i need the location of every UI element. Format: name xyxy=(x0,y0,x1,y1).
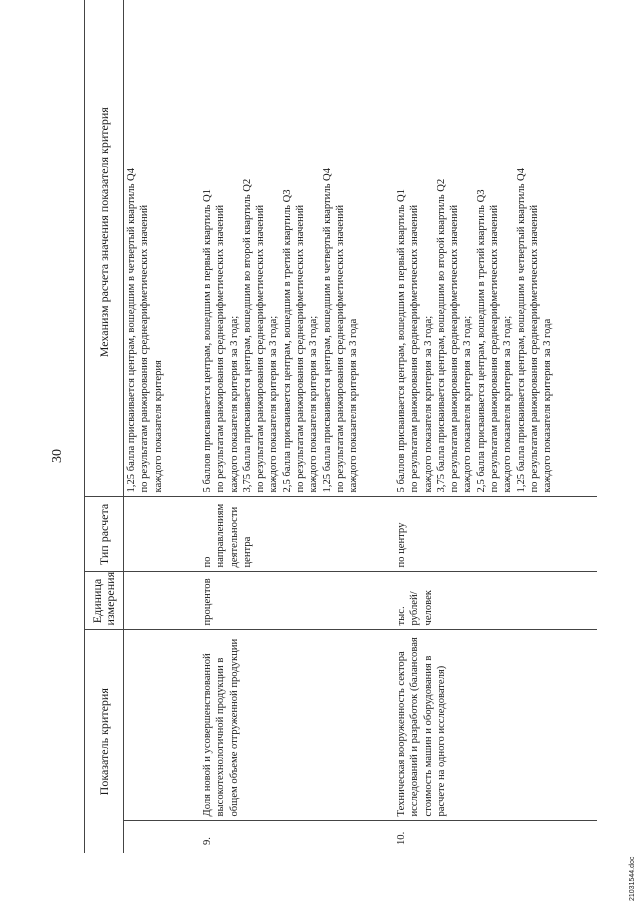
criteria-table xyxy=(84,0,597,853)
cell-calc-type: по центру xyxy=(393,497,597,572)
mechanism-line: каждого показателя критерия за 3 года xyxy=(348,318,360,493)
cell-mechanism xyxy=(393,0,597,497)
cell-num: 10. xyxy=(393,821,597,853)
mechanism-line: 2,5 балла присваивается центрам, вошедшим в третий квартиль Q3 xyxy=(475,189,487,493)
table-row-10 xyxy=(393,0,597,853)
cell-criterion: Доля новой и усовершенствованной высокотехнологичной продукции в общем объеме отгруженной продукции xyxy=(199,630,393,821)
header-criterion: Показатель критерия xyxy=(85,630,124,853)
mechanism-line: по результатам ранжирования среднеарифметических значений xyxy=(449,204,461,493)
mechanism-line: по результатам ранжирования среднеарифметических значений xyxy=(139,204,151,493)
mechanism-line: по результатам ранжирования среднеарифметических значений xyxy=(255,204,267,493)
mechanism-line: каждого показателя критерия за 3 года; xyxy=(462,315,474,493)
mechanism-line: по результатам ранжирования среднеарифметических значений xyxy=(295,204,307,493)
mechanism-line: каждого показателя критерия за 3 года; xyxy=(502,315,514,493)
cell-criterion xyxy=(124,630,200,821)
table-row-continuation xyxy=(124,0,200,853)
table-header-row xyxy=(85,0,124,853)
mechanism-line: каждого показателя критерия за 3 года; xyxy=(308,315,320,493)
header-mechanism: Механизм расчета значения показателя критерия xyxy=(85,0,124,497)
mechanism-line: 3,75 балла присваивается центрам, вошедшим во второй квартиль Q2 xyxy=(435,178,447,493)
cell-unit: тыс. рублей/ человек xyxy=(393,572,597,630)
mechanism-line: 5 баллов присваивается центрам, вошедшим в первый квартиль Q1 xyxy=(396,189,407,493)
mechanism-line: 1,25 балла присваивается центрам, вошедшим в четвертый квартиль Q4 xyxy=(126,167,137,493)
mechanism-line: каждого показателя критерия за 3 года; xyxy=(228,315,240,493)
mechanism-line: 1,25 балла присваивается центрам, вошедшим в четвертый квартиль Q4 xyxy=(515,167,527,493)
cell-mechanism xyxy=(124,0,200,497)
mechanism-line: по результатам ранжирования среднеарифметических значений xyxy=(215,204,227,493)
cell-unit xyxy=(124,572,200,630)
mechanism-line: каждого показателя критерия за 3 года xyxy=(542,318,554,493)
header-calc-type: Тип расчета xyxy=(85,497,124,572)
document-code: 21031544.doc xyxy=(629,856,636,901)
table-row-9 xyxy=(199,0,393,853)
header-unit: Единица измерения xyxy=(85,572,124,630)
mechanism-line: по результатам ранжирования среднеарифметических значений xyxy=(409,204,421,493)
mechanism-line: 5 баллов присваивается центрам, вошедшим в первый квартиль Q1 xyxy=(202,189,213,493)
mechanism-line: каждого показателя критерия за 3 года; xyxy=(268,315,280,493)
mechanism-line: 1,25 балла присваивается центрам, вошедшим в четвертый квартиль Q4 xyxy=(321,167,333,493)
mechanism-line: 3,75 балла присваивается центрам, вошедшим во второй квартиль Q2 xyxy=(241,178,253,493)
cell-criterion: Техническая вооруженность сектора исследований и разработок (балансовая стоимость машин и оборудования в расчете на одного исследователя) xyxy=(393,630,597,821)
cell-calc-type xyxy=(124,497,200,572)
mechanism-line: по результатам ранжирования среднеарифметических значений xyxy=(489,204,501,493)
cell-mechanism xyxy=(199,0,393,497)
cell-unit: процентов xyxy=(199,572,393,630)
mechanism-line: 2,5 балла присваивается центрам, вошедшим в третий квартиль Q3 xyxy=(281,189,293,493)
cell-num xyxy=(124,821,200,853)
mechanism-line: каждого показателя критерия xyxy=(152,360,164,493)
mechanism-line: по результатам ранжирования среднеарифметических значений xyxy=(334,204,346,493)
cell-num: 9. xyxy=(199,821,393,853)
cell-calc-type: по направлениям деятельности центра xyxy=(199,497,393,572)
mechanism-line: по результатам ранжирования среднеарифметических значений xyxy=(528,204,540,493)
mechanism-line: каждого показателя критерия за 3 года; xyxy=(422,315,434,493)
page-number: 30 xyxy=(50,449,65,463)
